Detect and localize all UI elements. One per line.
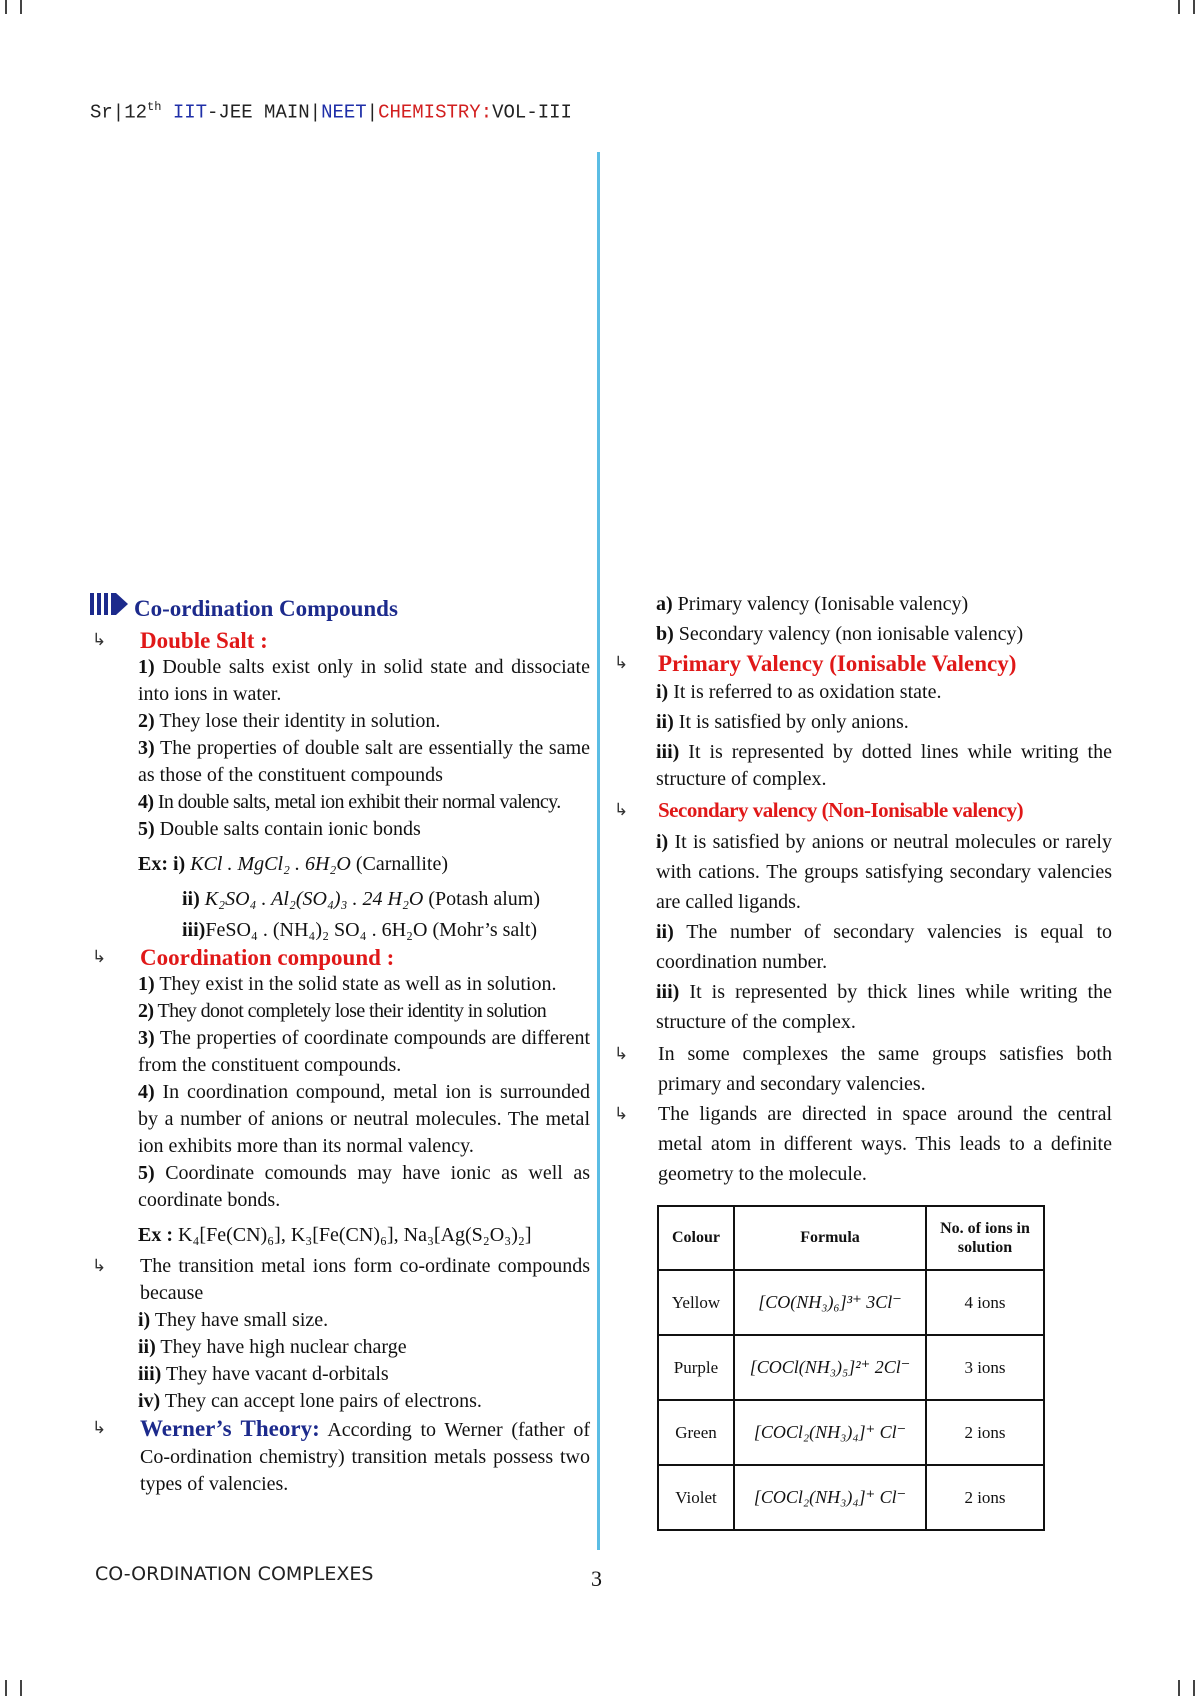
- hook-arrow-icon: ↳: [614, 1104, 629, 1124]
- list-item: [138, 1361, 590, 1388]
- item-number: ii): [138, 1336, 156, 1358]
- section-arrow-icon: [90, 591, 134, 625]
- header-jee: -JEE MAIN|: [207, 101, 322, 124]
- item-number: i): [656, 831, 669, 853]
- ions-cell: 3 ions: [926, 1335, 1044, 1400]
- item-text: Primary valency (Ionisable valency): [677, 593, 969, 615]
- heading-text: Coordination compound :: [140, 945, 395, 970]
- item-text: They have vacant d-orbitals: [165, 1363, 389, 1385]
- list-item: [138, 1307, 590, 1334]
- example-line: [138, 851, 590, 878]
- list-item: [656, 621, 1112, 648]
- item-text: It is represented by thick lines while writing the structure of the complex.: [656, 981, 1112, 1033]
- crop-mark: [1178, 1680, 1180, 1696]
- colour-cell: Green: [658, 1400, 734, 1465]
- item-text: Double salts exist only in solid state and dissociate into ions in water.: [138, 656, 590, 705]
- note-point: [612, 1099, 1112, 1189]
- page-title: Co-ordination Compounds: [134, 595, 398, 621]
- ions-table: [657, 1205, 1045, 1531]
- item-text: They have high nuclear charge: [160, 1336, 407, 1358]
- list-item: [138, 1079, 590, 1160]
- item-text: In coordination compound, metal ion is surrounded by a number of anions or neutral molecules. The metal ion exhibits more than its normal valency.: [138, 1081, 591, 1157]
- list-item: [138, 708, 590, 735]
- table-row: [658, 1335, 1044, 1400]
- heading-text: Double Salt :: [140, 628, 268, 653]
- formula-cell: [COCl₂(NH₃)₄]⁺ Cl⁻: [734, 1400, 926, 1465]
- formula-cell: [COCl(NH₃)₅]²⁺ 2Cl⁻: [734, 1335, 926, 1400]
- item-text: It is satisfied by anions or neutral molecules or rarely with cations. The groups satisfying secondary valencies are called ligands.: [656, 831, 1112, 913]
- item-number: 3): [138, 737, 155, 759]
- item-number: 2): [138, 1000, 154, 1022]
- item-text: It is represented by dotted lines while writing the structure of complex.: [656, 741, 1112, 790]
- point-text: The ligands are directed in space around the central metal atom in different ways. This leads to a definite geometry to the molecule.: [658, 1103, 1112, 1185]
- hook-arrow-icon: ↳: [614, 800, 629, 820]
- item-text: They lose their identity in solution.: [159, 710, 441, 732]
- item-number: 4): [138, 1081, 155, 1103]
- header-neet: NEET: [321, 101, 367, 124]
- item-text: The number of secondary valencies is equal to coordination number.: [656, 921, 1112, 973]
- header-iit: IIT: [161, 101, 208, 124]
- werner-paragraph: [140, 1415, 590, 1498]
- list-item: [138, 789, 590, 816]
- crop-mark: [5, 1680, 7, 1696]
- item-number: i): [656, 681, 669, 703]
- formula: FeSO₄ . (NH₄)₂ SO₄ . 6H₂O: [205, 919, 428, 941]
- example-line: [182, 917, 590, 944]
- primary-heading: [612, 650, 1112, 677]
- item-number: 3): [138, 1027, 155, 1049]
- example-line: [138, 1222, 590, 1249]
- item-text: It is satisfied by only anions.: [678, 711, 909, 733]
- item-number: 2): [138, 710, 155, 732]
- heading-text: Werner’s Theory:: [140, 1416, 320, 1441]
- heading-text: Secondary valency (Non-Ionisable valency): [658, 798, 1024, 822]
- item-number: i): [138, 1309, 151, 1331]
- item-text: In double salts, metal ion exhibit their normal valency.: [157, 791, 561, 813]
- item-number: ii): [656, 711, 674, 733]
- page-number: 3: [591, 1566, 602, 1591]
- secondary-heading: [612, 797, 1112, 824]
- formula-cell: [CO(NH₃)₆]³⁺ 3Cl⁻: [734, 1270, 926, 1335]
- formula: K₄[Fe(CN)₆], K₃[Fe(CN)₆], Na₃[Ag(S₂O₃)₂]: [178, 1224, 532, 1246]
- item-number: b): [656, 623, 674, 645]
- running-header: [90, 100, 572, 123]
- compound-name: (Mohr’s salt): [432, 919, 538, 941]
- point-text: According to Werner (father of Co-ordination chemistry) transition metals possess two types of valencies.: [140, 1419, 590, 1495]
- hook-arrow-icon: ↳: [614, 653, 629, 673]
- header-subject: CHEMISTRY:: [378, 101, 493, 124]
- crop-mark: [1193, 1680, 1195, 1696]
- left-column: [90, 591, 590, 1498]
- list-item: [138, 1388, 590, 1415]
- coordination-heading: [90, 944, 590, 971]
- item-number: iii): [656, 981, 680, 1003]
- formula: K₂SO₄ . Al₂(SO₄)₃ . 24 H₂O: [204, 888, 424, 910]
- point-text: The transition metal ions form co-ordinate compounds because: [140, 1255, 590, 1304]
- item-text: It is referred to as oxidation state.: [673, 681, 942, 703]
- item-text: They exist in the solid state as well as in solution.: [159, 973, 557, 995]
- right-column: [612, 591, 1112, 1189]
- colour-cell: Purple: [658, 1335, 734, 1400]
- list-item: [138, 1025, 590, 1079]
- item-number: iv): [138, 1390, 161, 1412]
- hook-arrow-icon: ↳: [92, 947, 107, 967]
- item-text: Double salts contain ionic bonds: [159, 818, 421, 840]
- example-label: Ex :: [138, 1224, 173, 1246]
- hook-arrow-icon: ↳: [92, 1418, 107, 1438]
- item-text: The properties of double salt are essentially the same as those of the constituent compounds: [138, 737, 591, 786]
- crop-mark: [20, 1680, 22, 1696]
- colour-cell: Yellow: [658, 1270, 734, 1335]
- item-text: They can accept lone pairs of electrons.: [164, 1390, 482, 1412]
- ions-cell: 2 ions: [926, 1400, 1044, 1465]
- item-text: They donot completely lose their identity in solution: [157, 1000, 547, 1022]
- list-item: [656, 709, 1112, 736]
- item-number: 1): [138, 973, 155, 995]
- header-volume: VOL-III: [492, 101, 572, 124]
- point-text: In some complexes the same groups satisfies both primary and secondary valencies.: [658, 1043, 1112, 1095]
- crop-mark: [1193, 0, 1195, 14]
- header-class: Sr|12: [90, 101, 148, 124]
- hook-arrow-icon: ↳: [92, 630, 107, 650]
- table-row: [658, 1270, 1044, 1335]
- colour-cell: Violet: [658, 1465, 734, 1530]
- column-header: No. of ions in solution: [926, 1206, 1044, 1270]
- list-item: [138, 654, 590, 708]
- column-divider: [597, 152, 600, 1550]
- item-number: 5): [138, 818, 155, 840]
- table-row: [658, 1400, 1044, 1465]
- item-number: iii): [182, 919, 206, 941]
- compound-name: (Potash alum): [428, 888, 541, 910]
- item-number: i): [173, 853, 186, 875]
- hook-arrow-icon: ↳: [92, 1256, 107, 1276]
- table-row: [658, 1465, 1044, 1530]
- item-number: iii): [138, 1363, 162, 1385]
- crop-mark: [20, 0, 22, 14]
- list-item: [138, 998, 590, 1025]
- item-number: iii): [656, 741, 680, 763]
- header-sep: |: [366, 101, 379, 124]
- note-point: [612, 1039, 1112, 1099]
- item-number: ii): [182, 888, 200, 910]
- double-salt-heading: [90, 627, 590, 654]
- crop-mark: [1178, 0, 1180, 14]
- compound-name: (Carnallite): [355, 853, 448, 875]
- list-item: [656, 739, 1112, 793]
- column-header: Colour: [658, 1206, 734, 1270]
- header-sup: th: [147, 100, 162, 114]
- crop-mark: [5, 0, 7, 14]
- heading-text: Primary Valency (Ionisable Valency): [658, 651, 1017, 676]
- item-text: They have small size.: [154, 1309, 329, 1331]
- hook-arrow-icon: ↳: [614, 1044, 629, 1064]
- transition-point: [90, 1253, 590, 1307]
- ions-cell: 2 ions: [926, 1465, 1044, 1530]
- list-item: [138, 1334, 590, 1361]
- list-item: [656, 827, 1112, 917]
- item-number: ii): [656, 921, 674, 943]
- list-item: [656, 679, 1112, 706]
- chapter-footer: CO-ORDINATION COMPLEXES: [95, 1563, 374, 1585]
- item-number: 5): [138, 1162, 155, 1184]
- list-item: [138, 816, 590, 843]
- column-header: Formula: [734, 1206, 926, 1270]
- werner-point: [90, 1415, 590, 1498]
- list-item: [138, 971, 590, 998]
- formula: KCl . MgCl₂ . 6H₂O: [190, 853, 351, 875]
- item-text: The properties of coordinate compounds are different from the constituent compounds.: [138, 1027, 591, 1076]
- section-title: [90, 591, 590, 625]
- list-item: [138, 1160, 590, 1214]
- item-text: Secondary valency (non ionisable valency): [678, 623, 1024, 645]
- list-item: [656, 977, 1112, 1037]
- list-item: [656, 917, 1112, 977]
- ions-cell: 4 ions: [926, 1270, 1044, 1335]
- example-label: Ex:: [138, 853, 168, 875]
- formula-cell: [COCl₂(NH₃)₄]⁺ Cl⁻: [734, 1465, 926, 1530]
- item-number: 1): [138, 656, 155, 678]
- example-line: [182, 886, 590, 913]
- item-text: Coordinate comounds may have ionic as well as coordinate bonds.: [138, 1162, 591, 1211]
- item-number: 4): [138, 791, 154, 813]
- table-header-row: [658, 1206, 1044, 1270]
- list-item: [138, 735, 590, 789]
- item-number: a): [656, 593, 673, 615]
- list-item: [656, 591, 1112, 618]
